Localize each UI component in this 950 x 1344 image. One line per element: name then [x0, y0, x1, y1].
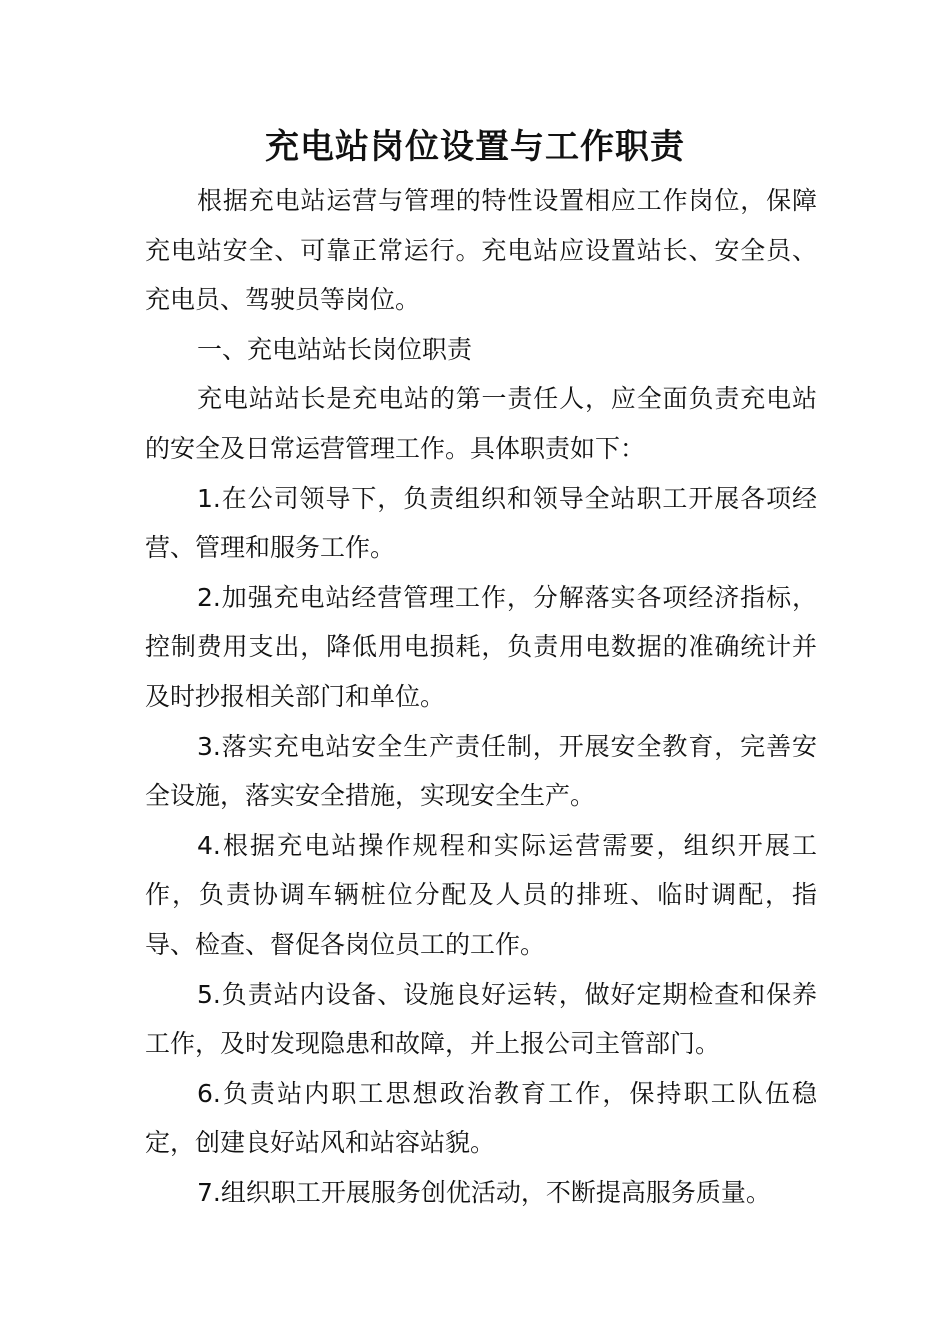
station-master-summary-paragraph: 充电站站长是充电站的第一责任人，应全面负责充电站的安全及日常运营管理工作。具体职责如下： [145, 384, 817, 463]
duty-item-4: 4.根据充电站操作规程和实际运营需要，组织开展工作，负责协调车辆桩位分配及人员的排班、临时调配，指导、检查、督促各岗位员工的工作。 [145, 830, 817, 959]
duty-item-2: 2.加强充电站经营管理工作，分解落实各项经济指标，控制费用支出，降低用电损耗，负责用电数据的准确统计并及时抄报相关部门和单位。 [145, 582, 817, 711]
section-heading-station-master: 一、充电站站长岗位职责 [197, 334, 473, 364]
duty-item-5: 5.负责站内设备、设施良好运转，做好定期检查和保养工作，及时发现隐患和故障，并上报公司主管部门。 [145, 979, 817, 1059]
duty-item-1: 1.在公司领导下，负责组织和领导全站职工开展各项经营、管理和服务工作。 [145, 483, 817, 563]
document-body [145, 176, 817, 1217]
document-title: 充电站岗位设置与工作职责 [265, 127, 685, 167]
duty-item-3: 3.落实充电站安全生产责任制，开展安全教育，完善安全设施，落实安全措施，实现安全生产。 [145, 731, 817, 811]
duty-item-6: 6.负责站内职工思想政治教育工作，保持职工队伍稳定，创建良好站风和站容站貌。 [145, 1078, 817, 1158]
intro-paragraph: 根据充电站运营与管理的特性设置相应工作岗位，保障充电站安全、可靠正常运行。充电站应设置站长、安全员、充电员、驾驶员等岗位。 [145, 186, 817, 315]
duty-item-7: 7.组织职工开展服务创优活动，不断提高服务质量。 [197, 1177, 771, 1207]
